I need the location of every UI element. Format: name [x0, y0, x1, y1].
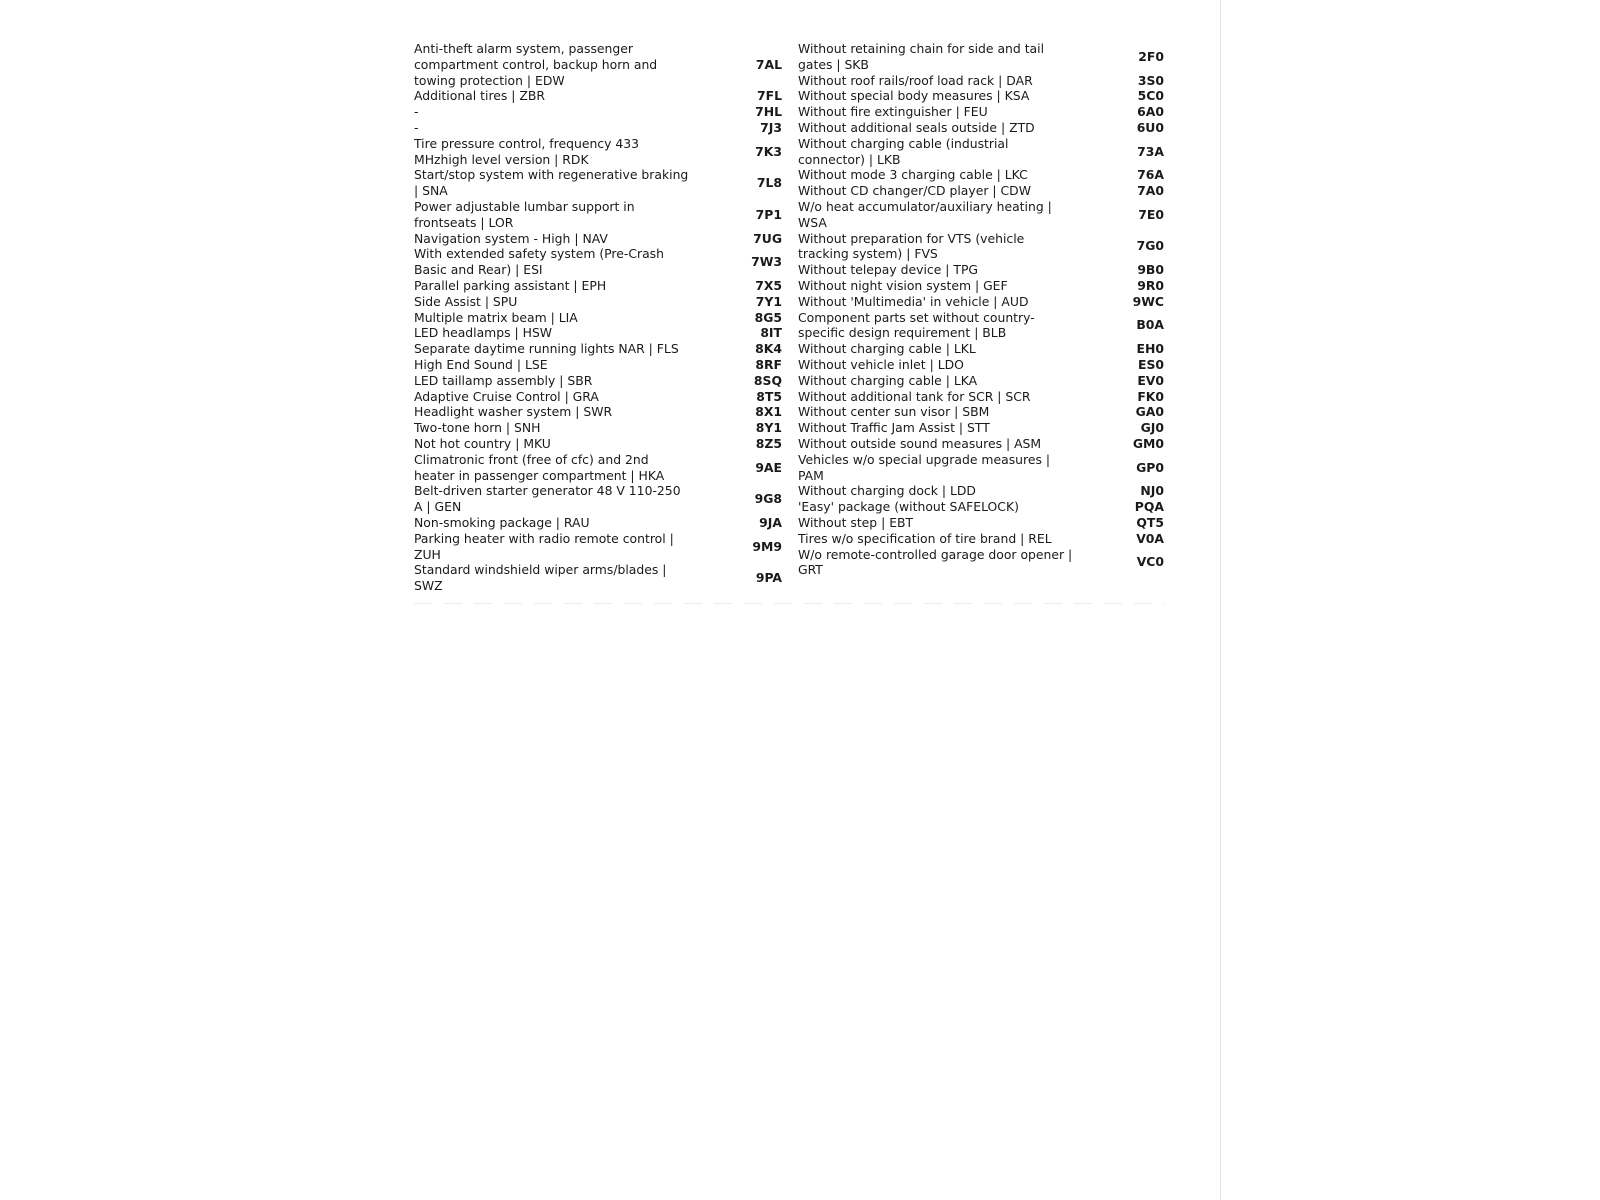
equipment-description: Without charging cable | LKL: [798, 341, 976, 357]
equipment-code: 8Y1: [755, 420, 782, 436]
equipment-description: Without charging dock | LDD: [798, 483, 976, 499]
equipment-description: Without fire extinguisher | FEU: [798, 104, 988, 120]
equipment-description: High End Sound | LSE: [414, 356, 548, 372]
equipment-row: [798, 373, 1164, 389]
equipment-row: [798, 404, 1164, 420]
equipment-description: LED taillamp assembly | SBR: [414, 372, 593, 388]
equipment-description: Anti-theft alarm system, passenger compartment control, backup horn and towing protection | EDW: [414, 41, 658, 88]
equipment-description: Headlight washer system | SWR: [414, 404, 613, 420]
equipment-row: [798, 547, 1164, 579]
equipment-description: Climatronic front (free of cfc) and 2nd heater in passenger compartment | HKA: [414, 451, 665, 483]
equipment-description: With extended safety system (Pre-Crash Basic and Rear) | ESI: [414, 246, 664, 278]
equipment-code: 9M9: [752, 538, 782, 554]
equipment-code: 6U0: [1136, 119, 1164, 135]
equipment-code: 8IT: [760, 325, 782, 341]
equipment-code: 6A0: [1137, 104, 1164, 120]
equipment-description: Without additional tank for SCR | SCR: [798, 388, 1031, 404]
equipment-code: 76A: [1137, 167, 1164, 183]
equipment-row: [798, 73, 1164, 89]
equipment-code: 5C0: [1137, 88, 1164, 104]
equipment-code: 7AL: [755, 56, 782, 72]
equipment-row: [414, 515, 782, 531]
equipment-code: 8K4: [755, 341, 782, 357]
equipment-code: 8G5: [754, 309, 782, 325]
equipment-description: Without telepay device | TPG: [798, 262, 979, 278]
right-column-list: [798, 41, 1164, 578]
equipment-description: Without charging cable | LKA: [798, 372, 978, 388]
equipment-row: [798, 183, 1164, 199]
equipment-description: Tires w/o specification of tire brand | REL: [798, 530, 1052, 546]
equipment-description: Navigation system - High | NAV: [414, 230, 608, 246]
equipment-description: Additional tires | ZBR: [414, 88, 545, 104]
equipment-row: [798, 436, 1164, 452]
equipment-code: 7K3: [755, 143, 782, 159]
equipment-code: V0A: [1136, 530, 1164, 546]
equipment-code: 7E0: [1138, 206, 1164, 222]
equipment-code: 7HL: [755, 104, 782, 120]
equipment-code: 8Z5: [755, 435, 782, 451]
equipment-description: Without Traffic Jam Assist | STT: [798, 420, 990, 436]
equipment-row: [414, 278, 782, 294]
left-column-list: [414, 41, 782, 594]
equipment-code: 9B0: [1137, 262, 1164, 278]
equipment-description: Tire pressure control, frequency 433 MHzhigh level version | RDK: [414, 135, 640, 167]
equipment-row: [414, 357, 782, 373]
equipment-code: 9G8: [754, 491, 782, 507]
equipment-row: [798, 262, 1164, 278]
equipment-description: Non-smoking package | RAU: [414, 514, 590, 530]
equipment-description: Power adjustable lumbar support in frontseats | LOR: [414, 198, 635, 230]
equipment-description: Not hot country | MKU: [414, 435, 551, 451]
equipment-description: Start/stop system with regenerative braking | SNA: [414, 167, 689, 199]
equipment-code: GA0: [1135, 404, 1164, 420]
equipment-row: [798, 136, 1164, 168]
equipment-code: 8RF: [755, 356, 782, 372]
equipment-row: [798, 88, 1164, 104]
equipment-description: LED headlamps | HSW: [414, 325, 553, 341]
equipment-code: QT5: [1136, 514, 1164, 530]
equipment-description: Side Assist | SPU: [414, 293, 518, 309]
equipment-row: [798, 515, 1164, 531]
equipment-row: [414, 41, 782, 88]
equipment-row: [414, 104, 782, 120]
equipment-code: 7Y1: [755, 293, 782, 309]
equipment-code: 7A0: [1137, 183, 1164, 199]
equipment-description: Without outside sound measures | ASM: [798, 435, 1042, 451]
equipment-description: Without charging cable (industrial connector) | LKB: [798, 135, 1009, 167]
equipment-row: [414, 325, 782, 341]
equipment-description: Two-tone horn | SNH: [414, 420, 541, 436]
equipment-description: Without 'Multimedia' in vehicle | AUD: [798, 293, 1029, 309]
equipment-code: FK0: [1137, 388, 1164, 404]
equipment-description: Without CD changer/CD player | CDW: [798, 183, 1031, 199]
equipment-description: Without preparation for VTS (vehicle tracking system) | FVS: [798, 230, 1025, 262]
equipment-row: [798, 341, 1164, 357]
equipment-row: [414, 310, 782, 326]
equipment-description: Parallel parking assistant | EPH: [414, 277, 607, 293]
equipment-row: [798, 294, 1164, 310]
equipment-row: [798, 120, 1164, 136]
equipment-description: 'Easy' package (without SAFELOCK): [798, 499, 1019, 515]
equipment-row: [798, 452, 1164, 484]
equipment-row: [414, 452, 782, 484]
equipment-code: 8X1: [755, 404, 782, 420]
equipment-row: [798, 310, 1164, 342]
scan-artifact-line: [414, 603, 1166, 604]
equipment-row: [414, 167, 782, 199]
equipment-description: Separate daytime running lights NAR | FLS: [414, 341, 679, 357]
equipment-description: -: [414, 119, 419, 135]
equipment-code: 9AE: [755, 459, 782, 475]
equipment-row: [414, 136, 782, 168]
equipment-row: [798, 531, 1164, 547]
equipment-code: EH0: [1136, 341, 1164, 357]
equipment-description: Without additional seals outside | ZTD: [798, 119, 1035, 135]
equipment-row: [414, 373, 782, 389]
equipment-code: B0A: [1136, 317, 1164, 333]
equipment-code: GJ0: [1140, 420, 1164, 436]
equipment-code: ES0: [1137, 356, 1164, 372]
equipment-description: Component parts set without country- specific design requirement | BLB: [798, 309, 1035, 341]
equipment-code: 3S0: [1137, 72, 1164, 88]
equipment-code: VC0: [1136, 554, 1164, 570]
equipment-row: [798, 231, 1164, 263]
equipment-row: [414, 562, 782, 594]
equipment-row: [414, 231, 782, 247]
equipment-code: 7FL: [757, 88, 782, 104]
equipment-description: Without center sun visor | SBM: [798, 404, 990, 420]
equipment-code: 7X5: [755, 277, 782, 293]
equipment-code: 7UG: [753, 230, 782, 246]
equipment-code: PQA: [1134, 499, 1164, 515]
equipment-description: Standard windshield wiper arms/blades | SWZ: [414, 562, 667, 594]
equipment-row: [414, 404, 782, 420]
equipment-description: Without retaining chain for side and tail gates | SKB: [798, 41, 1045, 72]
equipment-row: [798, 104, 1164, 120]
equipment-row: [414, 420, 782, 436]
equipment-row: [414, 88, 782, 104]
equipment-code: 9WC: [1132, 293, 1164, 309]
equipment-row: [798, 357, 1164, 373]
equipment-code: 73A: [1137, 143, 1164, 159]
equipment-row: [798, 167, 1164, 183]
page-edge-line: [1220, 0, 1221, 1200]
equipment-description: Without step | EBT: [798, 514, 914, 530]
equipment-code: GM0: [1132, 435, 1164, 451]
equipment-description: Without vehicle inlet | LDO: [798, 356, 964, 372]
equipment-code: 7G0: [1136, 238, 1164, 254]
equipment-row: [798, 483, 1164, 499]
equipment-description: Adaptive Cruise Control | GRA: [414, 388, 599, 404]
equipment-code: 9R0: [1137, 277, 1164, 293]
equipment-description: Vehicles w/o special upgrade measures | PAM: [798, 451, 1051, 483]
equipment-code: 9PA: [755, 570, 782, 586]
equipment-row: [414, 294, 782, 310]
equipment-row: [414, 120, 782, 136]
equipment-code: 2F0: [1138, 48, 1164, 64]
equipment-row: [798, 278, 1164, 294]
equipment-code: 7W3: [751, 254, 782, 270]
equipment-code: 7P1: [755, 206, 782, 222]
equipment-description: W/o remote-controlled garage door opener | GRT: [798, 546, 1073, 578]
equipment-description: Parking heater with radio remote control | ZUH: [414, 530, 674, 562]
equipment-description: Multiple matrix beam | LIA: [414, 309, 578, 325]
equipment-description: Without roof rails/roof load rack | DAR: [798, 72, 1033, 88]
equipment-description: Without mode 3 charging cable | LKC: [798, 167, 1028, 183]
equipment-row: [798, 420, 1164, 436]
equipment-description: W/o heat accumulator/auxiliary heating | WSA: [798, 198, 1052, 230]
equipment-row: [414, 341, 782, 357]
equipment-code: NJ0: [1140, 483, 1164, 499]
equipment-code: 8SQ: [753, 372, 782, 388]
equipment-description: Without night vision system | GEF: [798, 277, 1008, 293]
equipment-row: [414, 436, 782, 452]
equipment-description: Without special body measures | KSA: [798, 88, 1030, 104]
equipment-row: [414, 389, 782, 405]
equipment-row: [414, 531, 782, 563]
equipment-description: Belt-driven starter generator 48 V 110-250 A | GEN: [414, 483, 681, 515]
equipment-code: GP0: [1136, 459, 1164, 475]
equipment-code: 9JA: [759, 514, 782, 530]
equipment-row: [798, 41, 1164, 73]
equipment-row: [414, 199, 782, 231]
equipment-row: [798, 389, 1164, 405]
equipment-code: 8T5: [756, 388, 782, 404]
equipment-code: 7L8: [756, 175, 782, 191]
equipment-description: -: [414, 104, 419, 120]
equipment-row: [798, 499, 1164, 515]
equipment-code: EV0: [1137, 372, 1164, 388]
equipment-row: [798, 199, 1164, 231]
equipment-row: [414, 246, 782, 278]
equipment-code: 7J3: [760, 119, 782, 135]
equipment-row: [414, 483, 782, 515]
